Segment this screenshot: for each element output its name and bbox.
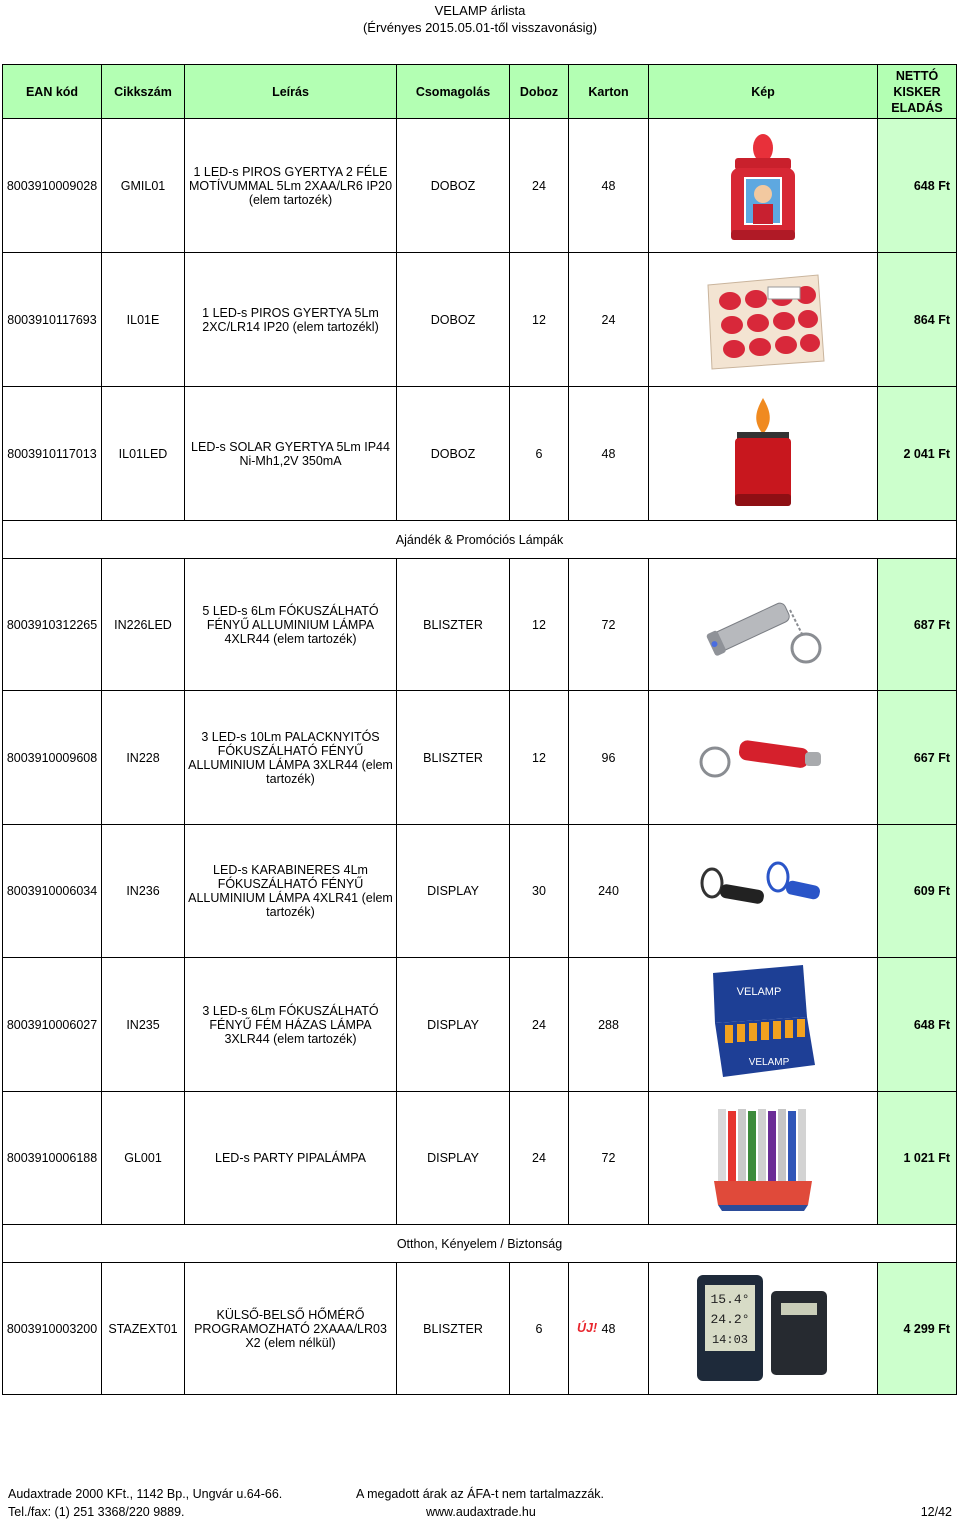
- carton-cell: 240: [569, 825, 649, 958]
- column-header-image: Kép: [649, 65, 878, 119]
- column-header-box: Doboz: [510, 65, 569, 119]
- candle-pack-icon: [698, 265, 828, 375]
- price-cell: 687 Ft: [878, 559, 957, 691]
- description-cell: LED-s PARTY PIPALÁMPA: [185, 1092, 397, 1225]
- code-cell: IN228: [102, 691, 185, 825]
- price-header-line-1: NETTÓ: [895, 68, 939, 83]
- column-header-description: Leírás: [185, 65, 397, 119]
- packaging-cell: BLISZTER: [397, 1263, 510, 1395]
- product-image-cell: [649, 958, 878, 1092]
- packaging-cell: DISPLAY: [397, 1092, 510, 1225]
- price-cell: 667 Ft: [878, 691, 957, 825]
- carton-cell: 72: [569, 559, 649, 691]
- carton-cell: 48: [569, 1263, 649, 1395]
- table-header-row: [3, 65, 957, 119]
- box-cell: 24: [510, 1092, 569, 1225]
- validity-note: (Érvényes 2015.05.01-től visszavonásig): [362, 20, 598, 35]
- product-image-cell: [649, 825, 878, 958]
- table-row: [3, 958, 957, 1092]
- description-cell: LED-s KARABINERES 4Lm FÓKUSZÁLHATÓ FÉNYŰ ALLUMINIUM LÁMPA 4XLR41 (elem tartozék): [185, 825, 397, 958]
- column-header-ean: EAN kód: [3, 65, 102, 119]
- price-cell: 4 299 Ft: [878, 1263, 957, 1395]
- carton-cell: 48: [569, 387, 649, 521]
- box-cell: 12: [510, 691, 569, 825]
- price-cell: 609 Ft: [878, 825, 957, 958]
- price-header-line-3: ELADÁS: [891, 100, 943, 115]
- code-cell: IN236: [102, 825, 185, 958]
- product-image-cell: [649, 691, 878, 825]
- thermometer-icon: [693, 1271, 833, 1387]
- box-cell: 30: [510, 825, 569, 958]
- section-title-home: Otthon, Kényelem / Biztonság: [3, 1225, 957, 1263]
- column-header-packaging: Csomagolás: [397, 65, 510, 119]
- price-cell: 648 Ft: [878, 958, 957, 1092]
- section-title-promo: Ajándék & Promóciós Lámpák: [3, 521, 957, 559]
- box-cell: 24: [510, 119, 569, 253]
- ean-cell: 8003910006034: [3, 825, 102, 958]
- section-row: [3, 521, 957, 559]
- ean-cell: 8003910117693: [3, 253, 102, 387]
- thermo-reading-3: 14:03: [711, 1332, 749, 1347]
- table-row: [3, 119, 957, 253]
- carabiner-torch-icon: [698, 861, 828, 921]
- description-cell: KÜLSŐ-BELSŐ HŐMÉRŐ PROGRAMOZHATÓ 2XAAA/LR03 X2 (elem nélkül): [185, 1263, 397, 1395]
- table-row: [3, 825, 957, 958]
- solar-candle-icon: [723, 394, 803, 514]
- packaging-cell: DISPLAY: [397, 958, 510, 1092]
- ean-cell: 8003910312265: [3, 559, 102, 691]
- packaging-cell: DOBOZ: [397, 119, 510, 253]
- footer-website: www.audaxtrade.hu: [426, 1505, 536, 1519]
- table-row: [3, 1263, 957, 1395]
- footer-vat-note: A megadott árak az ÁFA-t nem tartalmazzák.: [356, 1487, 605, 1501]
- table-row: [3, 1092, 957, 1225]
- code-cell: IN226LED: [102, 559, 185, 691]
- code-cell: GL001: [102, 1092, 185, 1225]
- packaging-cell: DOBOZ: [397, 253, 510, 387]
- table-row: [3, 253, 957, 387]
- ean-cell: 8003910006188: [3, 1092, 102, 1225]
- product-image-cell: [649, 253, 878, 387]
- display-box-icon: [703, 965, 823, 1085]
- description-cell: 3 LED-s 6Lm FÓKUSZÁLHATÓ FÉNYŰ FÉM HÁZAS LÁMPA 3XLR44 (elem tartozék): [185, 958, 397, 1092]
- red-candle-icon: [723, 126, 803, 246]
- ean-cell: 8003910117013: [3, 387, 102, 521]
- price-cell: 1 021 Ft: [878, 1092, 957, 1225]
- table-row: [3, 387, 957, 521]
- ean-cell: 8003910003200: [3, 1263, 102, 1395]
- column-header-price: [878, 65, 957, 119]
- box-cell: 24: [510, 958, 569, 1092]
- bottle-opener-torch-icon: [693, 728, 833, 788]
- code-cell: IL01LED: [102, 387, 185, 521]
- packaging-cell: BLISZTER: [397, 559, 510, 691]
- footer-company: Audaxtrade 2000 KFt., 1142 Bp., Ungvár u.64-66.: [8, 1487, 283, 1501]
- document-title: VELAMP árlista: [434, 3, 526, 18]
- product-image-cell: [649, 1092, 878, 1225]
- table-row: [3, 691, 957, 825]
- ean-cell: 8003910009028: [3, 119, 102, 253]
- display-brand-bottom: VELAMP: [748, 1056, 790, 1068]
- packaging-cell: DISPLAY: [397, 825, 510, 958]
- price-cell: 2 041 Ft: [878, 387, 957, 521]
- price-header-line-2: KISKER: [893, 84, 941, 99]
- carton-cell: 288: [569, 958, 649, 1092]
- code-cell: IL01E: [102, 253, 185, 387]
- box-cell: 6: [510, 387, 569, 521]
- carton-cell: 24: [569, 253, 649, 387]
- ean-cell: 8003910006027: [3, 958, 102, 1092]
- carton-cell: 96: [569, 691, 649, 825]
- product-image-cell: [649, 119, 878, 253]
- box-cell: 12: [510, 253, 569, 387]
- price-cell: 864 Ft: [878, 253, 957, 387]
- description-cell: 1 LED-s PIROS GYERTYA 5Lm 2XC/LR14 IP20 (elem tartozékl): [185, 253, 397, 387]
- description-cell: 5 LED-s 6Lm FÓKUSZÁLHATÓ FÉNYŰ ALLUMINIUM LÁMPA 4XLR44 (elem tartozék): [185, 559, 397, 691]
- footer-page-number: 12/42: [920, 1505, 952, 1519]
- price-table: [2, 64, 957, 1395]
- product-image-cell: [649, 387, 878, 521]
- section-row: [3, 1225, 957, 1263]
- column-header-code: Cikkszám: [102, 65, 185, 119]
- ean-cell: 8003910009608: [3, 691, 102, 825]
- thermo-reading-1: 15.4°: [710, 1291, 750, 1307]
- packaging-cell: BLISZTER: [397, 691, 510, 825]
- carton-cell: 48: [569, 119, 649, 253]
- product-image-cell: [649, 559, 878, 691]
- description-cell: 3 LED-s 10Lm PALACKNYITÓS FÓKUSZÁLHATÓ FÉNYŰ ALLUMINIUM LÁMPA 3XLR44 (elem tartozék): [185, 691, 397, 825]
- carton-cell: 72: [569, 1092, 649, 1225]
- new-badge: ÚJ!: [577, 1321, 598, 1335]
- description-cell: 1 LED-s PIROS GYERTYA 2 FÉLE MOTÍVUMMAL 5Lm 2XAA/LR6 IP20 (elem tartozék): [185, 119, 397, 253]
- code-cell: IN235: [102, 958, 185, 1092]
- thermo-reading-2: 24.2°: [710, 1311, 750, 1327]
- box-cell: 6: [510, 1263, 569, 1395]
- footer-phone: Tel./fax: (1) 251 3368/220 9889.: [8, 1505, 185, 1519]
- description-cell: LED-s SOLAR GYERTYA 5Lm IP44 Ni-Mh1,2V 350mA: [185, 387, 397, 521]
- pipe-lamp-display-icon: [708, 1103, 818, 1213]
- code-cell: STAZEXT01: [102, 1263, 185, 1395]
- display-brand-top: VELAMP: [736, 985, 782, 998]
- box-cell: 12: [510, 559, 569, 691]
- column-header-carton: Karton: [569, 65, 649, 119]
- packaging-cell: DOBOZ: [397, 387, 510, 521]
- code-cell: GMIL01: [102, 119, 185, 253]
- table-row: [3, 559, 957, 691]
- price-cell: 648 Ft: [878, 119, 957, 253]
- keychain-torch-icon: [698, 580, 828, 670]
